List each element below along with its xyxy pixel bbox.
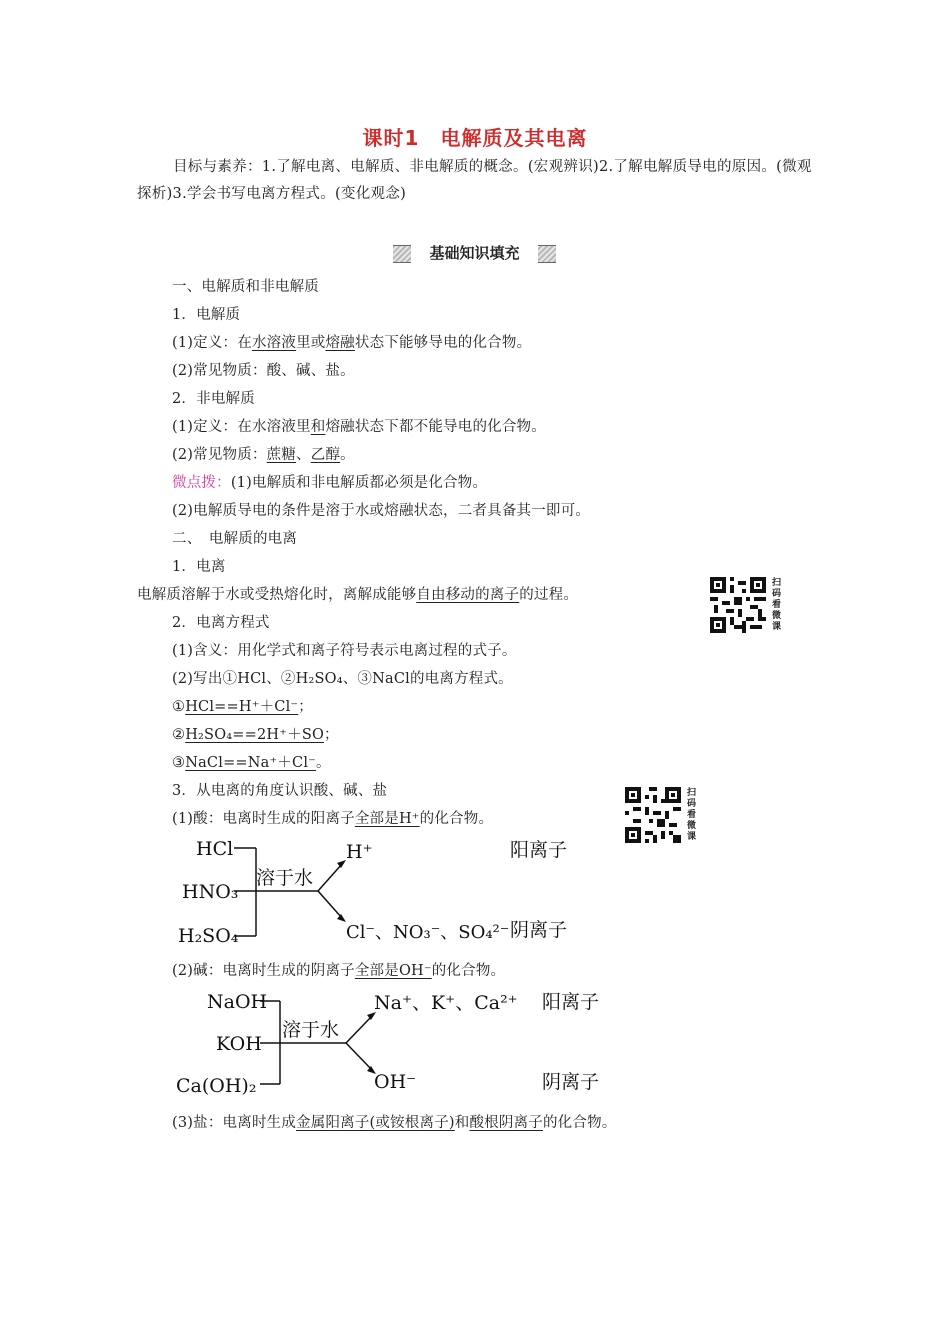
lesson-title: 课时1 电解质及其电离: [362, 126, 588, 150]
section1-heading: 一、电解质和非电解质: [172, 279, 319, 295]
answer-blank: 乙醇: [310, 447, 341, 463]
reactant-caoh2: Ca(OH)₂: [176, 1075, 257, 1097]
qr-code-icon[interactable]: [710, 577, 766, 633]
reactant-hcl: HCl: [196, 838, 234, 860]
ionization-definition: 电解质溶解于水或受热熔化时，离解成能够自由移动的离子的过程。: [137, 587, 579, 603]
cation-formula: Na⁺、K⁺、Ca²⁺: [374, 992, 518, 1014]
tip-line-1: 微点拨：(1)电解质和非电解质都必须是化合物。: [172, 475, 488, 491]
equation-prompt: (2)写出①HCl、②H₂SO₄、③NaCl的电离方程式。: [172, 671, 513, 687]
answer-blank: NaCl==Na⁺＋Cl⁻: [185, 755, 317, 771]
base-definition: (2)碱：电离时生成的阴离子全部是OH⁻的化合物。: [172, 963, 506, 979]
answer-blank: 金属阳离子(或铵根离子): [296, 1115, 455, 1131]
qr-caption: 扫 码 看 微 课: [687, 788, 697, 842]
equation-nacl: ③NaCl==Na⁺＋Cl⁻。: [172, 755, 331, 771]
answer-blank: 和: [310, 419, 326, 435]
electrolyte-definition: (1)定义：在水溶液里或熔融状态下能够导电的化合物。: [172, 335, 532, 351]
learning-goals: 目标与素养：1.了解电离、电解质、非电解质的概念。(宏观辨识)2.了解电解质导电的原因。(微观探析)3.学会书写电离方程式。(变化观念): [137, 159, 812, 202]
anion-formula: Cl⁻、NO₃⁻、SO₄²⁻: [346, 922, 510, 943]
cation-label: 阳离子: [510, 839, 568, 861]
answer-blank: 熔融: [325, 335, 355, 351]
base-ionization-diagram: [170, 984, 640, 1104]
answer-blank: H₂SO₄==2H⁺＋SO: [185, 727, 325, 743]
tip-label: 微点拨：: [172, 475, 231, 491]
equation-meaning: (1)含义：用化学式和离子符号表示电离过程的式子。: [172, 643, 517, 659]
reactant-naoh: NaOH: [207, 991, 268, 1013]
answer-blank: 蔗糖: [266, 447, 297, 463]
answer-blank: HCl==H⁺＋Cl⁻: [185, 699, 299, 715]
electrolyte-common: (2)常见物质：酸、碱、盐。: [172, 363, 355, 379]
answer-blank: 自由移动的离子: [416, 587, 520, 603]
salt-definition: (3)盐：电离时生成金属阳离子(或铵根离子)和酸根阴离子的化合物。: [172, 1115, 617, 1131]
reactant-koh: KOH: [216, 1033, 262, 1055]
section2-sub1: 1．电离: [172, 559, 226, 575]
anion-label: 阴离子: [542, 1071, 600, 1093]
cation-formula: H⁺: [346, 841, 373, 863]
section-banner: [393, 241, 556, 265]
section1-sub2: 2．非电解质: [172, 391, 255, 407]
condition-label: 溶于水: [256, 867, 314, 889]
section1-sub1: 1．电解质: [172, 307, 241, 323]
acid-definition: (1)酸：电离时生成的阳离子全部是H⁺的化合物。: [172, 811, 494, 827]
nonelectrolyte-common: (2)常见物质：蔗糖、乙醇。: [172, 447, 355, 463]
answer-blank: 全部是OH⁻: [354, 963, 432, 979]
equation-h2so4: ②H₂SO₄==2H⁺＋SO；: [172, 727, 339, 743]
section2-sub2: 2．电离方程式: [172, 615, 270, 631]
answer-blank: 酸根阴离子: [469, 1115, 543, 1131]
equation-hcl: ①HCl==H⁺＋Cl⁻；: [172, 699, 313, 715]
reactant-hno3: HNO₃: [182, 881, 239, 903]
cation-label: 阳离子: [542, 991, 600, 1013]
tip-line-2: (2)电解质导电的条件是溶于水或熔融状态，二者具备其一即可。: [172, 503, 591, 519]
reactant-h2so4: H₂SO₄: [178, 925, 239, 947]
banner-label: 基础知识填充: [411, 241, 538, 265]
answer-blank: 全部是H⁺: [354, 811, 420, 827]
section2-sub3: 3．从电离的角度认识酸、碱、盐: [172, 783, 388, 799]
anion-label: 阴离子: [510, 919, 568, 941]
acid-ionization-diagram: [170, 832, 640, 952]
anion-formula: OH⁻: [374, 1071, 417, 1093]
qr-caption: 扫 码 看 微 课: [772, 578, 782, 632]
answer-blank: 水溶液: [251, 335, 297, 351]
section2-heading: 二、 电解质的电离: [172, 531, 298, 547]
condition-label: 溶于水: [282, 1019, 340, 1041]
nonelectrolyte-definition: (1)定义：在水溶液里和熔融状态下都不能导电的化合物。: [172, 419, 546, 435]
